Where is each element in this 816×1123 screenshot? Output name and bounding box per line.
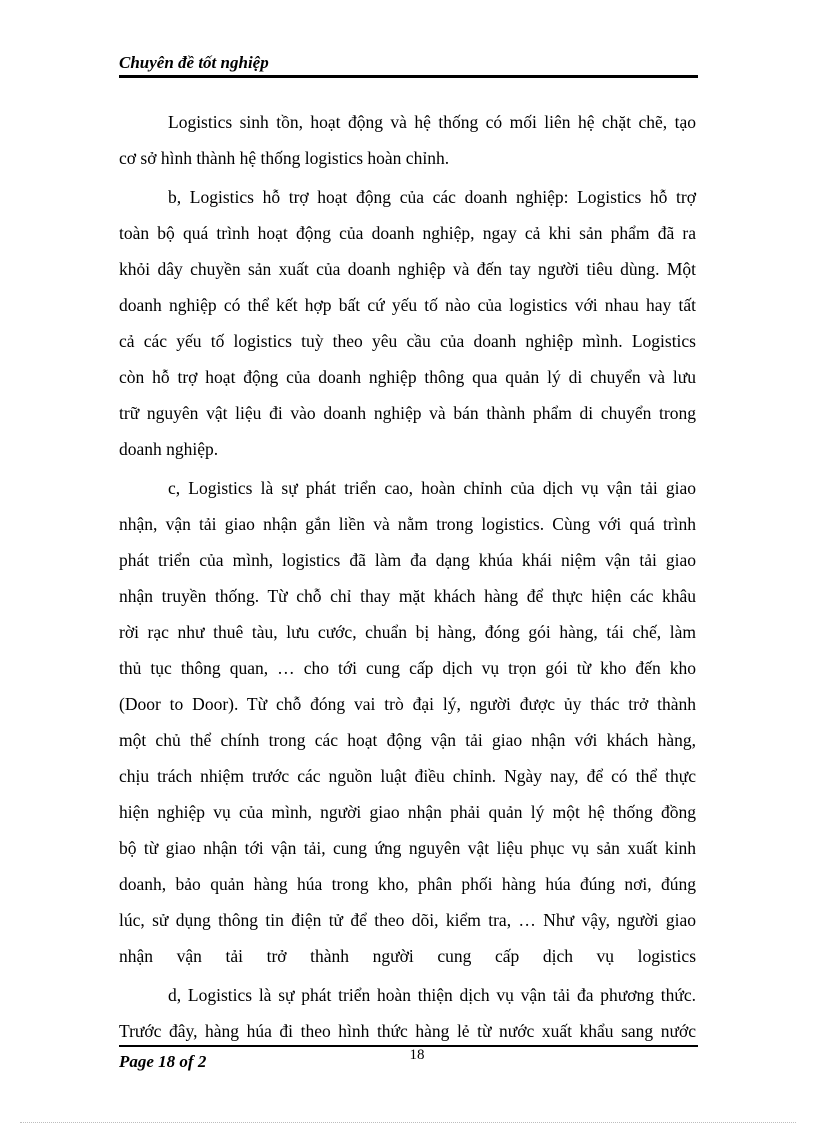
text-line: doanh, bảo quản hàng húa trong kho, phân phối hàng húa đúng nơi, đúng (119, 874, 696, 894)
text-line: nhận truyền thống. Từ chỗ chỉ thay mặt khách hàng để thực hiện các khâu (119, 586, 696, 606)
paragraph-a (119, 104, 696, 176)
text-line: một chủ thể chính trong các hoạt động vận tải giao nhận với khách hàng, (119, 730, 696, 750)
text-line: hiện nghiệp vụ của mình, người giao nhận phải quản lý một hệ thống đồng (119, 802, 696, 822)
text-line: cơ sở hình thành hệ thống logistics hoàn chỉnh. (119, 148, 450, 168)
text-line: cả các yếu tố logistics tuỳ theo yêu cầu của doanh nghiệp mình. Logistics (119, 331, 696, 351)
footer-page-number: 18 (409, 1047, 425, 1063)
text-line: lúc, sử dụng thông tin điện tử để theo dõi, kiểm tra, … Như vậy, người giao (119, 910, 696, 930)
text-line: chịu trách nhiệm trước các nguồn luật điều chỉnh. Ngày nay, để có thể thực (119, 766, 696, 786)
text-line: Logistics sinh tồn, hoạt động và hệ thống có mối liên hệ chặt chẽ, tạo (168, 112, 696, 132)
text-line: khỏi dây chuyền sản xuất của doanh nghiệp và đến tay người tiêu dùng. Một (119, 259, 696, 279)
text-line: Trước đây, hàng húa đi theo hình thức hàng lẻ từ nước xuất khẩu sang nước (119, 1021, 696, 1041)
text-line: doanh nghiệp có thể kết hợp bất cứ yếu tố nào của logistics với nhau hay tất (119, 295, 696, 315)
paragraph-d (119, 977, 696, 1049)
text-line: còn hỗ trợ hoạt động của doanh nghiệp thông qua quản lý di chuyển và lưu (119, 367, 696, 387)
header-title: Chuyên đề tốt nghiệp (119, 53, 269, 72)
text-line: doanh nghiệp. (119, 439, 219, 459)
text-line: nhận, vận tải giao nhận gắn liền và nằm trong logistics. Cùng với quá trình (119, 514, 696, 534)
text-line: rời rạc như thuê tàu, lưu cước, chuẩn bị hàng, đóng gói hàng, tái chế, làm (119, 622, 696, 642)
text-line: thủ tục thông quan, … cho tới cung cấp dịch vụ trọn gói từ kho đến kho (119, 658, 696, 678)
text-line: toàn bộ quá trình hoạt động của doanh nghiệp, ngay cả khi sản phẩm đã ra (119, 223, 696, 243)
paragraph-c (119, 470, 696, 974)
text-line: b, Logistics hỗ trợ hoạt động của các doanh nghiệp: Logistics hỗ trợ (168, 187, 696, 207)
text-line: trữ nguyên vật liệu đi vào doanh nghiệp và bán thành phẩm di chuyển trong (119, 403, 696, 423)
footer-page-label: Page 18 of 2 (119, 1052, 207, 1071)
text-line: c, Logistics là sự phát triển cao, hoàn chỉnh của dịch vụ vận tải giao (168, 478, 696, 498)
text-line: nhận vận tải trở thành người cung cấp dịch vụ logistics (119, 946, 696, 966)
text-line: bộ từ giao nhận tới vận tải, cung ứng nguyên vật liệu phục vụ sản xuất kinh (119, 838, 696, 858)
text-line: d, Logistics là sự phát triển hoàn thiện dịch vụ vận tải đa phương thức. (168, 985, 696, 1005)
text-line: phát triển của mình, logistics đã làm đa dạng khúa khái niệm vận tải giao (119, 550, 696, 570)
header-rule (119, 75, 698, 78)
document-body (119, 104, 696, 1052)
text-line: (Door to Door). Từ chỗ đóng vai trò đại lý, người được ủy thác trở thành (119, 694, 696, 714)
paragraph-b (119, 179, 696, 467)
